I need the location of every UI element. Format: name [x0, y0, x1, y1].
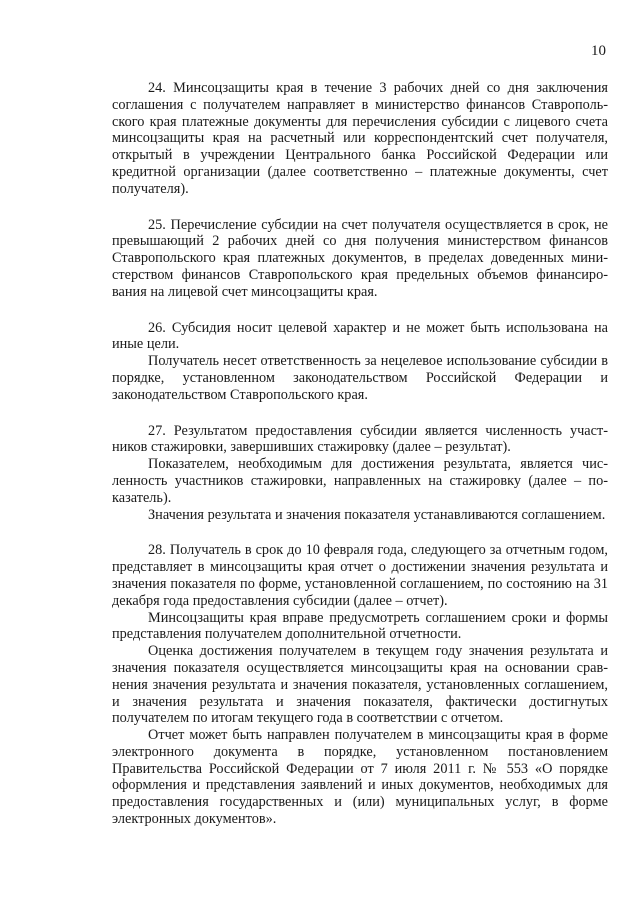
document-body [112, 80, 608, 828]
paragraph: Значения результата и значения показателя устанавливаются соглашением. [148, 506, 606, 523]
paragraph: 27. Результатом предоставления субсидии является численность участников стажировки, завершивших стажировку (далее – результат). [112, 422, 608, 456]
paragraph: 28. Получатель в срок до 10 февраля года, следующего за отчетным годом, представляет в минсоцзащиты края отчет о достижении значения результата и значения показателя по форме, установленной соглашением, по состоянию на 31 декабря года предоставления субсидии (далее – отчет). [112, 542, 608, 609]
paragraph: Минсоцзащиты края вправе предусмотреть соглашением сроки и формы представления получателем дополнительной отчетности. [112, 609, 608, 643]
page-number: 10 [591, 43, 606, 59]
paragraph: 26. Субсидия носит целевой характер и не может быть использована на иные цели. [112, 319, 608, 353]
paragraph: Отчет может быть направлен получателем в минсоцзащиты края в форме электронного документа в порядке, установленном постановлением Правительства Российской Федерации от 7 июля 2011 г. № 553 «О порядке оформления и представления заявлений и иных документов, необходимых для предоставления государственных и (или) муниципальных услуг, в форме электронных документов». [112, 727, 608, 828]
section-28 [112, 542, 608, 828]
section-27 [112, 423, 608, 524]
paragraph: Оценка достижения получателем в текущем году значения результата и значения показателя осуществляется минсоцзащиты края на основании сравнения значения результата и значения показателя, установленных соглашением, и значения результата и значения показателя, фактически достигнутых получателем по итогам текущего года в соответствии с отчетом. [112, 643, 608, 727]
paragraph: Получатель несет ответственность за нецелевое использование субсидии в порядке, установленном законодательством Российской Федерации и законодательством Ставропольского края. [112, 353, 608, 403]
paragraph: 24. Минсоцзащиты края в течение 3 рабочих дней со дня заключения соглашения с получателем направляет в министерство финансов Ставропольского края платежные документы для перечисления субсидии с лицевого счета минсоцзащиты края на расчетный или корреспондентский счет получателя, открытый в учреждении Центрального банка Российской Федерации или кредитной организации (далее соответственно – платежные документы, счет получателя). [112, 80, 608, 197]
section-24 [112, 80, 608, 198]
paragraph: Показателем, необходимым для достижения результата, является численность участников стажировки, направленных на стажировку (далее – показатель). [112, 456, 608, 506]
section-26 [112, 320, 608, 404]
section-25 [112, 217, 608, 301]
paragraph: 25. Перечисление субсидии на счет получателя осуществляется в срок, не превышающий 2 рабочих дней со дня получения министерством финансов Ставропольского края платежных документов, в пределах доведенных министерством финансов Ставропольского края предельных объемов финансирования на лицевой счет минсоцзащиты края. [112, 216, 608, 300]
